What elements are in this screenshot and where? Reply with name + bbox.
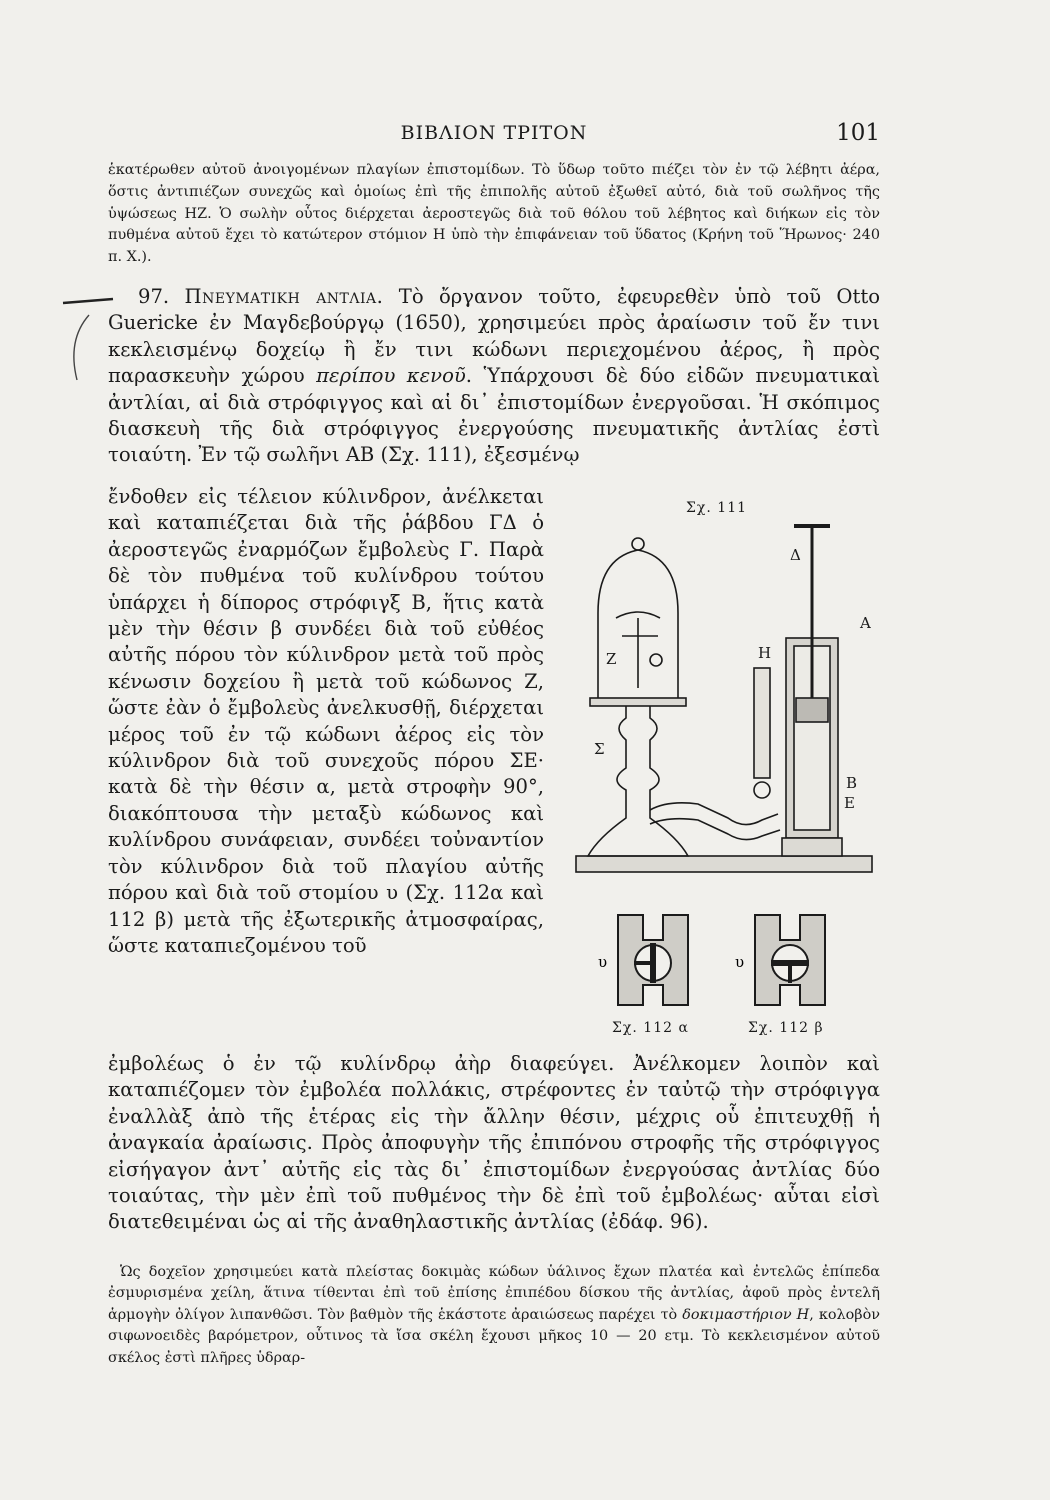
section-text-italic: περίπου κενοῦ xyxy=(316,364,466,388)
label-upsilon-b: υ xyxy=(735,953,745,971)
text-column xyxy=(108,484,544,959)
bell-knob xyxy=(632,538,644,550)
stopcock-figure-112a xyxy=(598,905,708,1015)
bottom-paragraph xyxy=(108,1051,880,1236)
gauge-tube xyxy=(754,668,770,778)
column-text: ἔνδοθεν εἰς τέλειον κύλινδρον, ἀνέλκεται καὶ καταπιέζεται διὰ τῆς ῥάβδου ΓΔ ὁ ἀεροστεγῶς ἐναρμόζων ἔμβολεὺς Γ. Παρὰ δὲ τὸν πυθμένα τοῦ κυλίνδρου τούτου ὑπάρχει ἡ δίπορος στρόφιγξ Β, ἥτις κατὰ μὲν τὴν θέσιν β συνδέει διὰ τοῦ εὐθέος αὐτῆς πόρου τὸν κύλινδρον μετὰ τοῦ πρὸς κένωσιν δοχείου ἢ μετὰ τοῦ κώδωνος Ζ, ὥστε ἐὰν ὁ ἔμβολεὺς ἀνελκυσθῇ, διέρχεται μέρος τοῦ ἐν τῷ κώδωνι ἀέρος εἰς τὸν κύλινδρον διὰ τοῦ συνεχοῦς πόρου ΣΕ· κατὰ δὲ τὴν θέσιν α, μετὰ στροφὴν 90°, διακόπτουσα τὴν μεταξὺ κώδωνος καὶ κυλίνδρου συνάφειαν, συνδέει τοὐναντίον τὸν κύλινδρον διὰ τοῦ πλαγίου αὐτῆς πόρου καὶ διὰ τοῦ στομίου υ (Σχ. 112α καὶ 112 β) μετὰ τῆς ἐξωτερικῆς ἀτμοσφαίρας, ὥστε καταπιεζομένου τοῦ xyxy=(108,485,544,957)
label-upsilon-a: υ xyxy=(598,953,608,971)
stopcock-figure-112b xyxy=(735,905,845,1015)
label-beta: Β xyxy=(846,774,858,792)
fig112b-caption: Σχ. 112 β xyxy=(748,1020,824,1036)
section-number: 97. xyxy=(138,285,170,308)
label-sigma: Σ xyxy=(594,740,605,758)
intro-text: ἑκατέρωθεν αὐτοῦ ἀνοιγομένων πλαγίων ἐπιστομίδων. Τὸ ὕδωρ τοῦτο πιέζει τὸν ἐν τῷ λέβητι ἀέρα, ὅστις ἀντιπιέζων συνεχῶς καὶ ὁμοίως ἐπὶ τῆς ἐπιπολῆς αὐτοῦ ἐξωθεῖ αὐτό, διὰ τοῦ σωλῆνος τῆς ὑψώσεως ΗΖ. Ὁ σωλὴν οὗτος διέρχεται ἀεροστεγῶς διὰ τοῦ θόλου τοῦ λέβητος καὶ διήκων εἰς τὸν πυθμένα αὐτοῦ ἔχει τὸ κατώτερον στόμιον Η ὑπὸ τὴν ἐπιφάνειαν τοῦ ὕδατος (Κρήνη τοῦ Ἥρωνος· 240 π. Χ.). xyxy=(108,162,880,266)
footnote-text-b: , κολοβὸν σιφωνοειδὲς βαρόμετρον, οὗτινος τὰ ἴσα σκέλη ἔχουσι μῆκος 10 — 20 ετμ. Τὸ κεκλεισμένον αὐτοῦ σκέλος ἐστὶ πλῆρες ὑδραρ- xyxy=(108,1306,881,1366)
label-zeta: Ζ xyxy=(606,650,617,668)
section-97-paragraph xyxy=(108,284,880,469)
running-title: ΒΙΒΛΙΟΝ ΤΡΙΤΟΝ xyxy=(400,122,588,144)
label-delta: Δ xyxy=(790,546,801,564)
page-header xyxy=(108,122,880,150)
footnote-text-italic: δοκιμαστήριον Η xyxy=(682,1306,810,1323)
pump-base xyxy=(576,856,872,872)
footnote-text-a: Ὡς δοχεῖον χρησιμεύει κατὰ πλείστας δοκιμὰς κώδων ὑάλινος ἔχων πλατέα καὶ ἐντελῶς ἐπίπεδα ἐσμυρισμένα χείλη, ἅτινα τίθενται ἐπὶ τοῦ ἐπίσης ἐπιπέδου δίσκου τῆς ἀντλίας, ἀφοῦ πρὸς ἐντελῆ ἁρμογὴν ὀλίγον λιπανθῶσι. Τὸν βαθμὸν τῆς ἑκάστοτε ἀραιώσεως παρέχει τὸ xyxy=(108,1264,880,1323)
section-text-b: . Ὑπάρχουσι δὲ δύο εἰδῶν πνευματικαὶ ἀντλίαι, αἱ διὰ στρόφιγγος καὶ αἱ δι᾽ ἐπιστομίδων ἐνεργοῦσαι. Ἡ σκόπιμος διασκευὴ τῆς διὰ στρόφιγγος ἐνεργούσης πνευματικῆς ἀντλίας ἐστὶ τοιαύτη. Ἐν τῷ σωλῆνι ΑΒ (Σχ. 111), ἐξεσμένῳ xyxy=(108,364,880,467)
pump-pipe xyxy=(650,803,778,825)
intro-paragraph xyxy=(108,160,880,269)
fig112a-caption: Σχ. 112 α xyxy=(612,1020,689,1036)
air-pump-figure xyxy=(568,518,880,876)
bottom-text: ἐμβολέως ὁ ἐν τῷ κυλίνδρῳ ἀὴρ διαφεύγει. Ἀνέλκομεν λοιπὸν καὶ καταπιέζομεν τὸν ἐμβολέα πολλάκις, στρέφοντες ἐν ταὐτῷ τὴν στρόφιγγα ἐναλλὰξ ἀπὸ τῆς ἑτέρας εἰς τὴν ἄλλην θέσιν, μέχρις οὗ ἐπιτευχθῇ ἡ ἀναγκαία ἀραίωσις. Πρὸς ἀποφυγὴν τῆς ἐπιπόνου στροφῆς τῆς στρόφιγγος εἰσήγαγον ἀντ᾽ αὐτῆς εἰς τὰς δι᾽ ἐπιστομίδων ἐνεργούσας ἀντλίας δύο τοιαύτας, τὴν μὲν ἐπὶ τοῦ πυθμένος τὴν δὲ ἐπὶ τοῦ ἐμβολέως· αὗται εἰσὶ διατεθειμέναι ὡς αἱ τῆς ἀναθηλαστικῆς ἀντλίας (ἐδάφ. 96). xyxy=(108,1052,880,1234)
section-text-a: Τὸ ὄργανον τοῦτο, ἐφευρεθὲν ὑπὸ τοῦ Otto Guericke ἐν Μαγδεβούργῳ (1650), χρησιμεύει πρὸς ἀραίωσιν τοῦ ἔν τινι κεκλεισμένῳ δοχείῳ ἢ ἔν τινι κώδωνι περιεχομένου ἀέρος, ἢ πρὸς παρασκευὴν χώρου xyxy=(108,285,881,388)
label-eta: Η xyxy=(758,644,772,662)
section-heading: Πνευματικη αντλια. xyxy=(184,285,384,308)
section-97 xyxy=(108,284,880,469)
page-number: 101 xyxy=(836,120,880,146)
label-epsilon: Ε xyxy=(844,794,855,812)
label-alpha: Α xyxy=(860,614,871,632)
footnote xyxy=(108,1262,880,1369)
fig111-caption: Σχ. 111 xyxy=(686,500,748,516)
pump-column xyxy=(588,706,688,856)
footnote-paragraph xyxy=(108,1262,880,1369)
